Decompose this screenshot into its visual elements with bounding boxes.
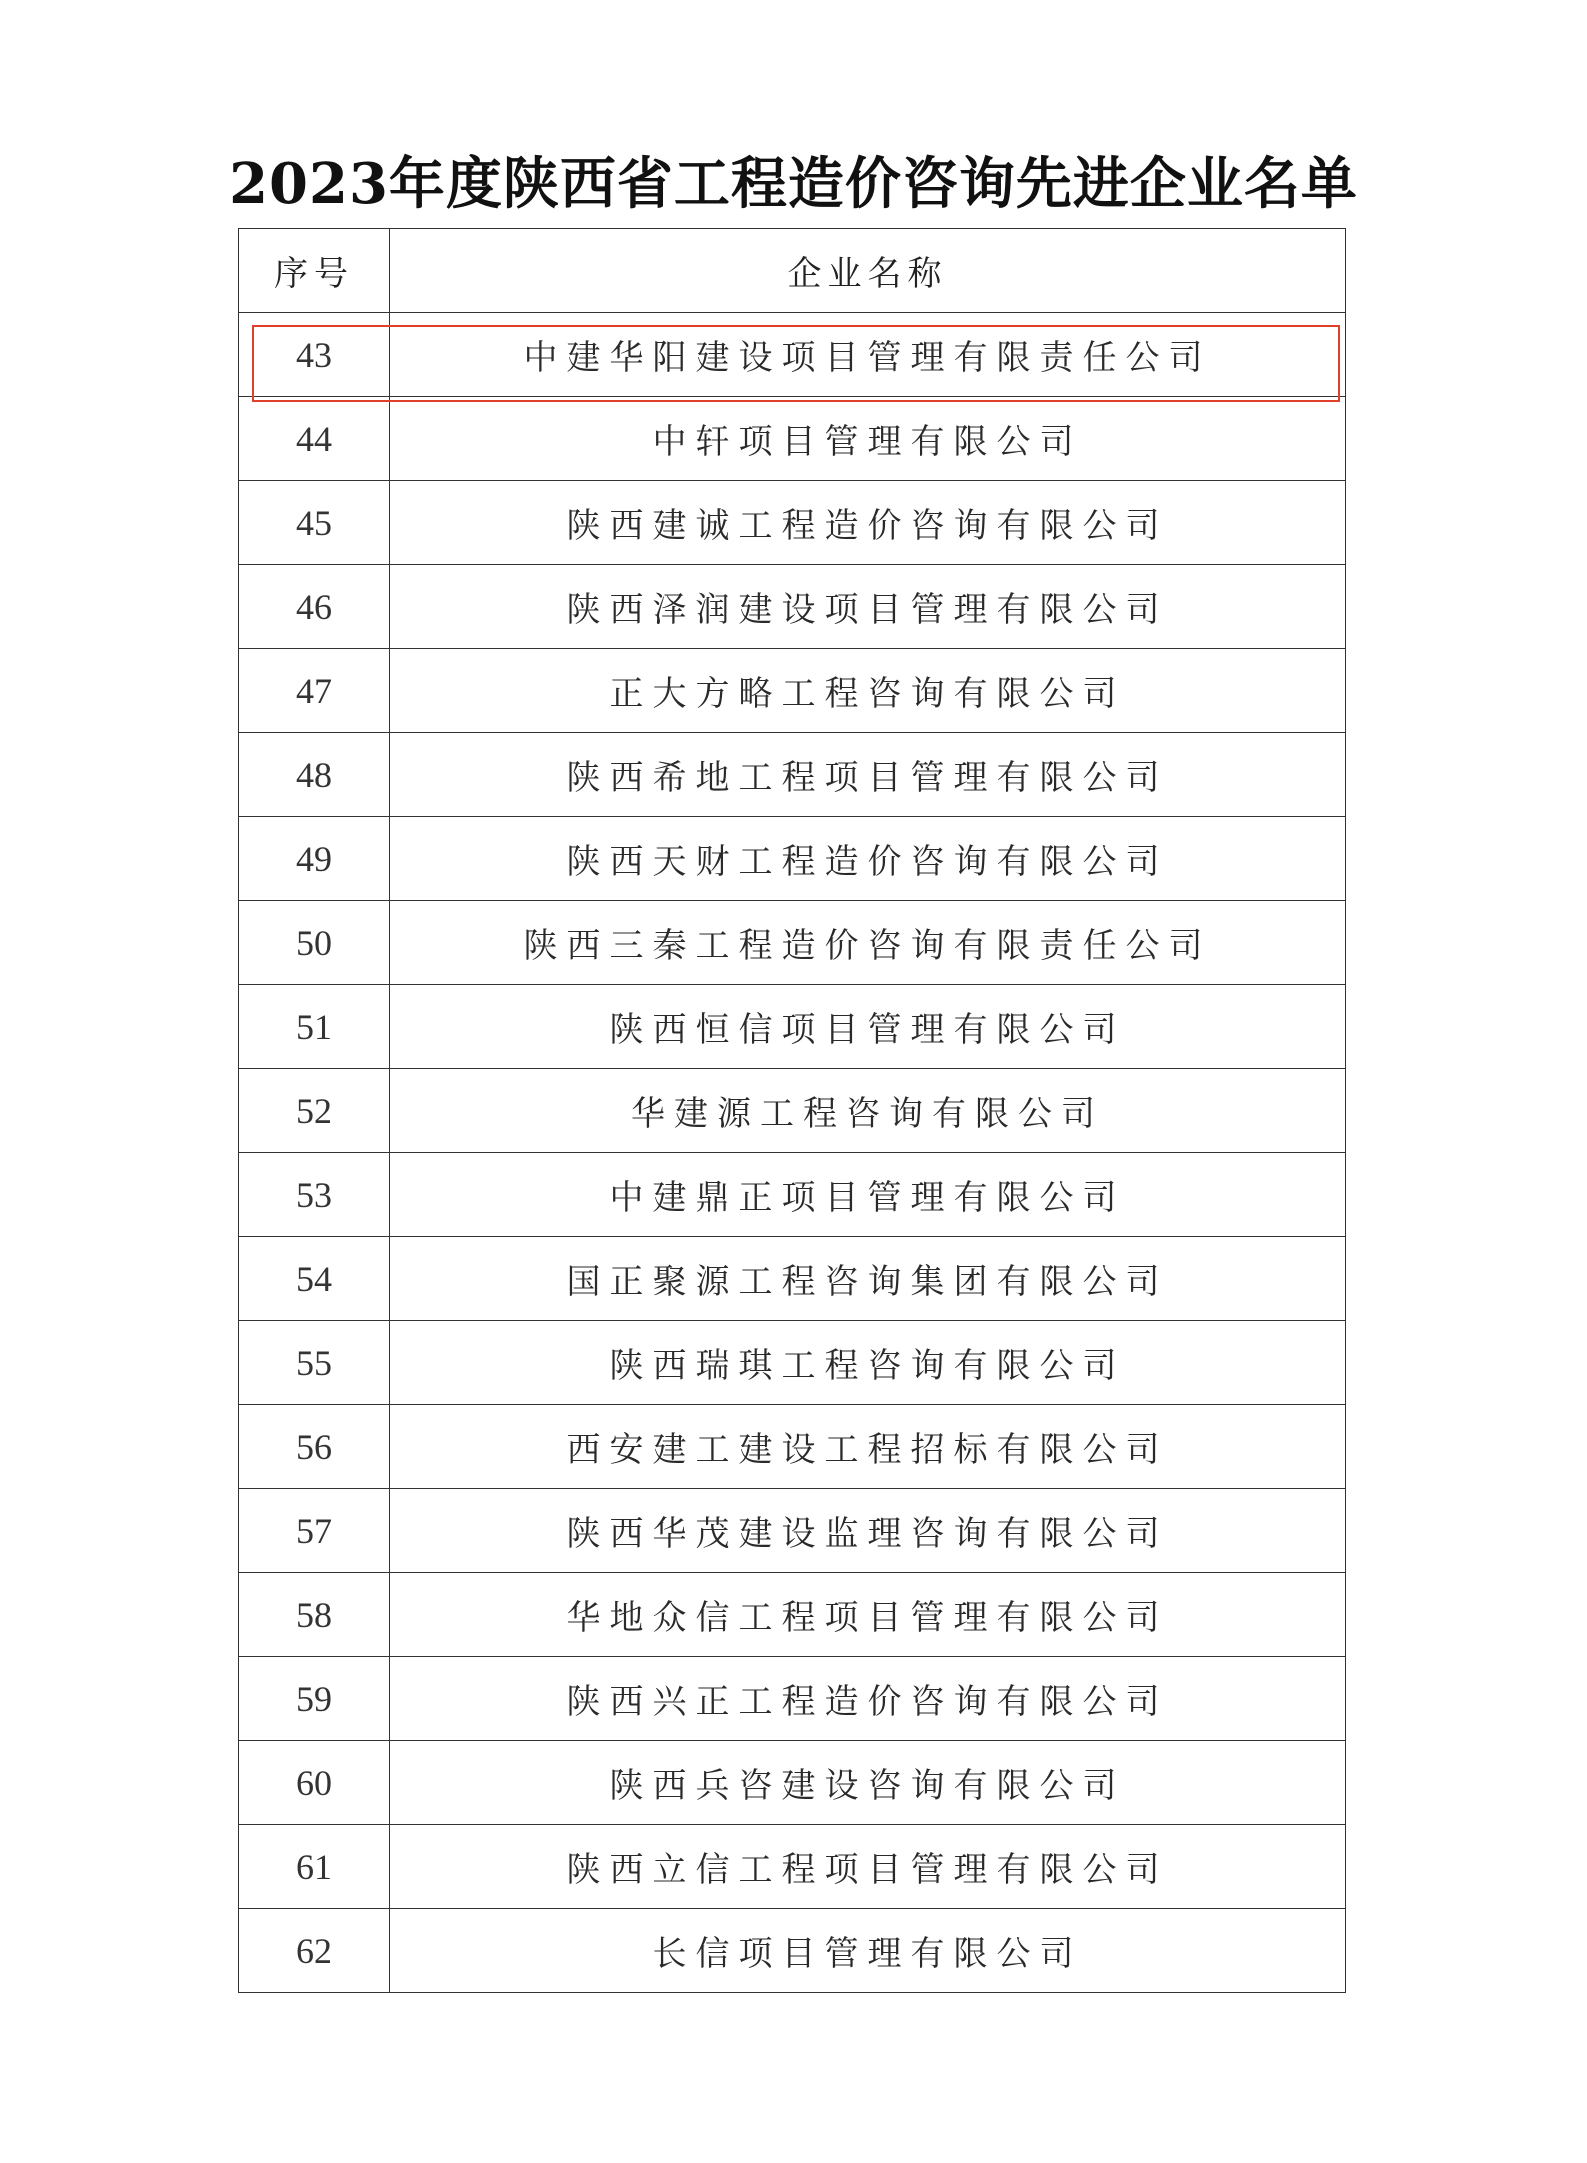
table-row — [239, 1153, 1346, 1237]
header-serial-number: 序号 — [239, 229, 390, 313]
row-serial-number: 48 — [239, 733, 390, 817]
row-company-name: 陕西立信工程项目管理有限公司 — [390, 1825, 1346, 1909]
table-row — [239, 817, 1346, 901]
table-row — [239, 901, 1346, 985]
table-row — [239, 985, 1346, 1069]
company-table — [238, 228, 1346, 1993]
table-row — [239, 733, 1346, 817]
table-row — [239, 1321, 1346, 1405]
row-company-name: 陕西华茂建设监理咨询有限公司 — [390, 1489, 1346, 1573]
row-serial-number: 62 — [239, 1909, 390, 1993]
table-row — [239, 565, 1346, 649]
row-company-name: 陕西建诚工程造价咨询有限公司 — [390, 481, 1346, 565]
row-serial-number: 52 — [239, 1069, 390, 1153]
table-row — [239, 649, 1346, 733]
table-body — [239, 313, 1346, 1993]
table-header-row — [239, 229, 1346, 313]
row-serial-number: 60 — [239, 1741, 390, 1825]
row-serial-number: 56 — [239, 1405, 390, 1489]
row-company-name: 正大方略工程咨询有限公司 — [390, 649, 1346, 733]
row-company-name: 陕西三秦工程造价咨询有限责任公司 — [390, 901, 1346, 985]
row-serial-number: 54 — [239, 1237, 390, 1321]
row-company-name: 国正聚源工程咨询集团有限公司 — [390, 1237, 1346, 1321]
row-serial-number: 53 — [239, 1153, 390, 1237]
row-serial-number: 58 — [239, 1573, 390, 1657]
table-row — [239, 1573, 1346, 1657]
row-company-name: 陕西恒信项目管理有限公司 — [390, 985, 1346, 1069]
table-row — [239, 1489, 1346, 1573]
row-company-name: 陕西希地工程项目管理有限公司 — [390, 733, 1346, 817]
table-row — [239, 397, 1346, 481]
table-row — [239, 1741, 1346, 1825]
table-row — [239, 1405, 1346, 1489]
row-company-name: 中建华阳建设项目管理有限责任公司 — [390, 313, 1346, 397]
row-serial-number: 50 — [239, 901, 390, 985]
row-company-name: 陕西瑞琪工程咨询有限公司 — [390, 1321, 1346, 1405]
table-row — [239, 1237, 1346, 1321]
row-company-name: 中轩项目管理有限公司 — [390, 397, 1346, 481]
row-company-name: 陕西泽润建设项目管理有限公司 — [390, 565, 1346, 649]
table-row — [239, 313, 1346, 397]
header-company-name: 企业名称 — [390, 229, 1346, 313]
row-company-name: 西安建工建设工程招标有限公司 — [390, 1405, 1346, 1489]
row-company-name: 陕西兴正工程造价咨询有限公司 — [390, 1657, 1346, 1741]
row-serial-number: 45 — [239, 481, 390, 565]
row-company-name: 陕西天财工程造价咨询有限公司 — [390, 817, 1346, 901]
table-row — [239, 1909, 1346, 1993]
row-serial-number: 55 — [239, 1321, 390, 1405]
row-serial-number: 59 — [239, 1657, 390, 1741]
row-serial-number: 47 — [239, 649, 390, 733]
row-serial-number: 44 — [239, 397, 390, 481]
row-serial-number: 49 — [239, 817, 390, 901]
row-serial-number: 57 — [239, 1489, 390, 1573]
table-row — [239, 481, 1346, 565]
row-company-name: 华地众信工程项目管理有限公司 — [390, 1573, 1346, 1657]
row-serial-number: 43 — [239, 313, 390, 397]
table-row — [239, 1069, 1346, 1153]
row-serial-number: 61 — [239, 1825, 390, 1909]
page-title: 2023年度陕西省工程造价咨询先进企业名单 — [229, 151, 1358, 217]
row-company-name: 华建源工程咨询有限公司 — [390, 1069, 1346, 1153]
row-serial-number: 46 — [239, 565, 390, 649]
row-company-name: 中建鼎正项目管理有限公司 — [390, 1153, 1346, 1237]
table-row — [239, 1825, 1346, 1909]
row-serial-number: 51 — [239, 985, 390, 1069]
row-company-name: 陕西兵咨建设咨询有限公司 — [390, 1741, 1346, 1825]
table-row — [239, 1657, 1346, 1741]
row-company-name: 长信项目管理有限公司 — [390, 1909, 1346, 1993]
